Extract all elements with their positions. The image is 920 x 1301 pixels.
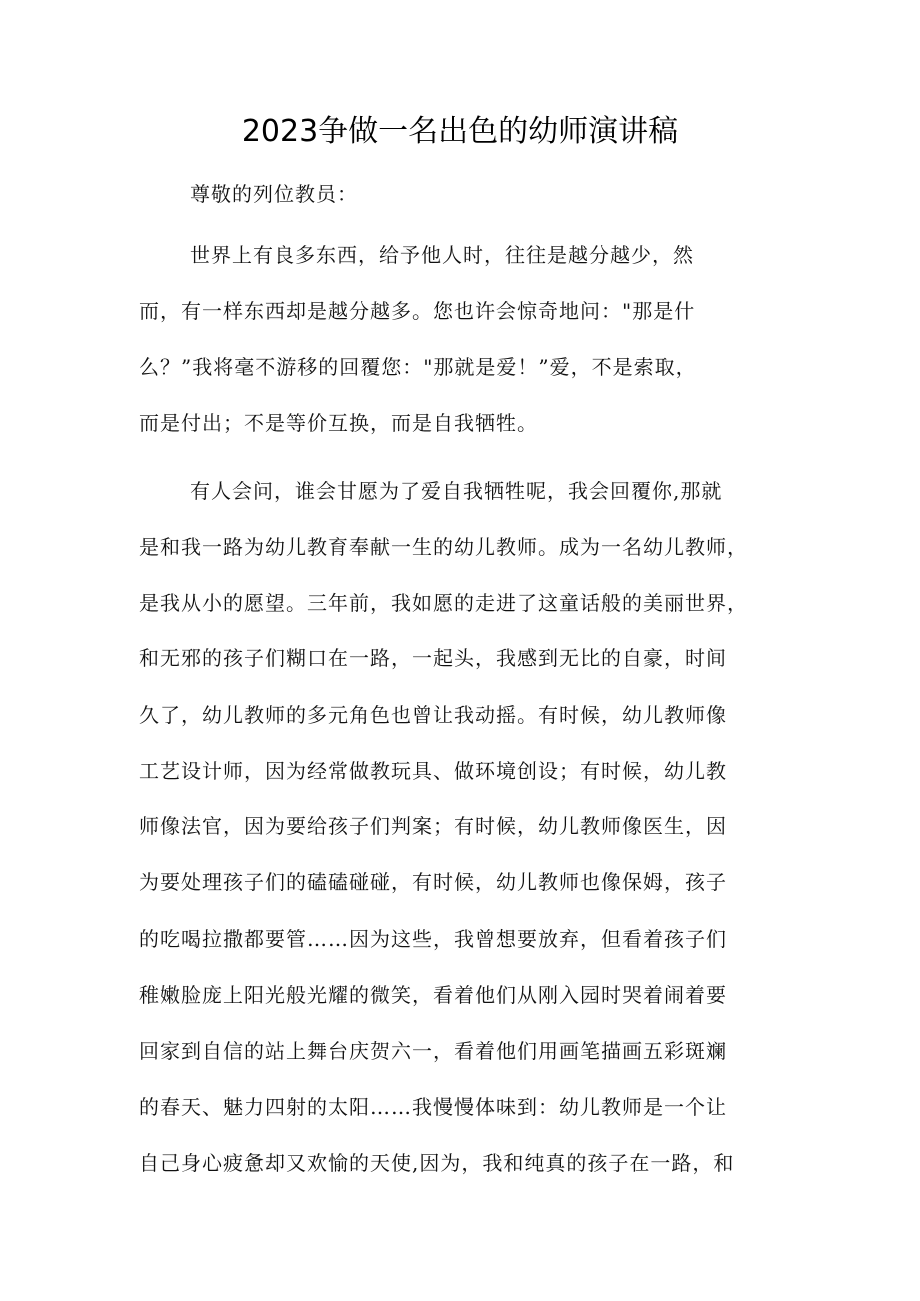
paragraph-line: 有人会问，谁会甘愿为了爱自我牺牲呢，我会回覆你,那就 [190,479,723,503]
paragraph-line: 回家到自信的站上舞台庆贺六一，看着他们用画笔描画五彩斑斓 [139,1039,727,1063]
paragraph-line: 为要处理孩子们的磕磕碰碰，有时候，幼儿教师也像保姆，孩子 [139,870,727,894]
paragraph-line: 而，有一样东西却是越分越多。您也许会惊奇地问："那是什 [139,299,696,323]
paragraph-line: 是我从小的愿望。三年前，我如愿的走进了这童话般的美丽世界， [139,591,748,615]
paragraph-line: 师像法官，因为要给孩子们判案；有时候，幼儿教师像医生，因 [139,814,727,838]
paragraph-line: 而是付出；不是等价互换，而是自我牺牲。 [139,411,538,435]
document-title: 2023争做一名出色的幼师演讲稿 [241,114,679,149]
paragraph-line: 稚嫩脸庞上阳光般光耀的微笑，看着他们从刚入园时哭着闹着要 [139,983,727,1007]
paragraph-line: 的春天、魅力四射的太阳……我慢慢体味到：幼儿教师是一个让 [139,1095,727,1119]
paragraph-line: 和无邪的孩子们糊口在一路，一起头，我感到无比的自豪，时间 [139,646,727,670]
paragraph-line: 的吃喝拉撒都要管……因为这些，我曾想要放弃，但看着孩子们 [139,927,727,951]
salutation: 尊敬的列位教员： [190,182,358,206]
paragraph-line: 自己身心疲惫却又欢愉的天使,因为，我和纯真的孩子在一路，和 [139,1151,735,1175]
paragraph-line: 是和我一路为幼儿教育奉献一生的幼儿教师。成为一名幼儿教师， [139,535,748,559]
paragraph-line: 么？”我将毫不游移的回覆您："那就是爱！”爱，不是索取， [139,355,697,379]
paragraph-line: 世界上有良多东西，给予他人时，往往是越分越少，然 [190,243,694,267]
paragraph-line: 工艺设计师，因为经常做教玩具、做环境创设；有时候，幼儿教 [139,759,727,783]
paragraph-line: 久了，幼儿教师的多元角色也曾让我动摇。有时候，幼儿教师像 [139,703,727,727]
